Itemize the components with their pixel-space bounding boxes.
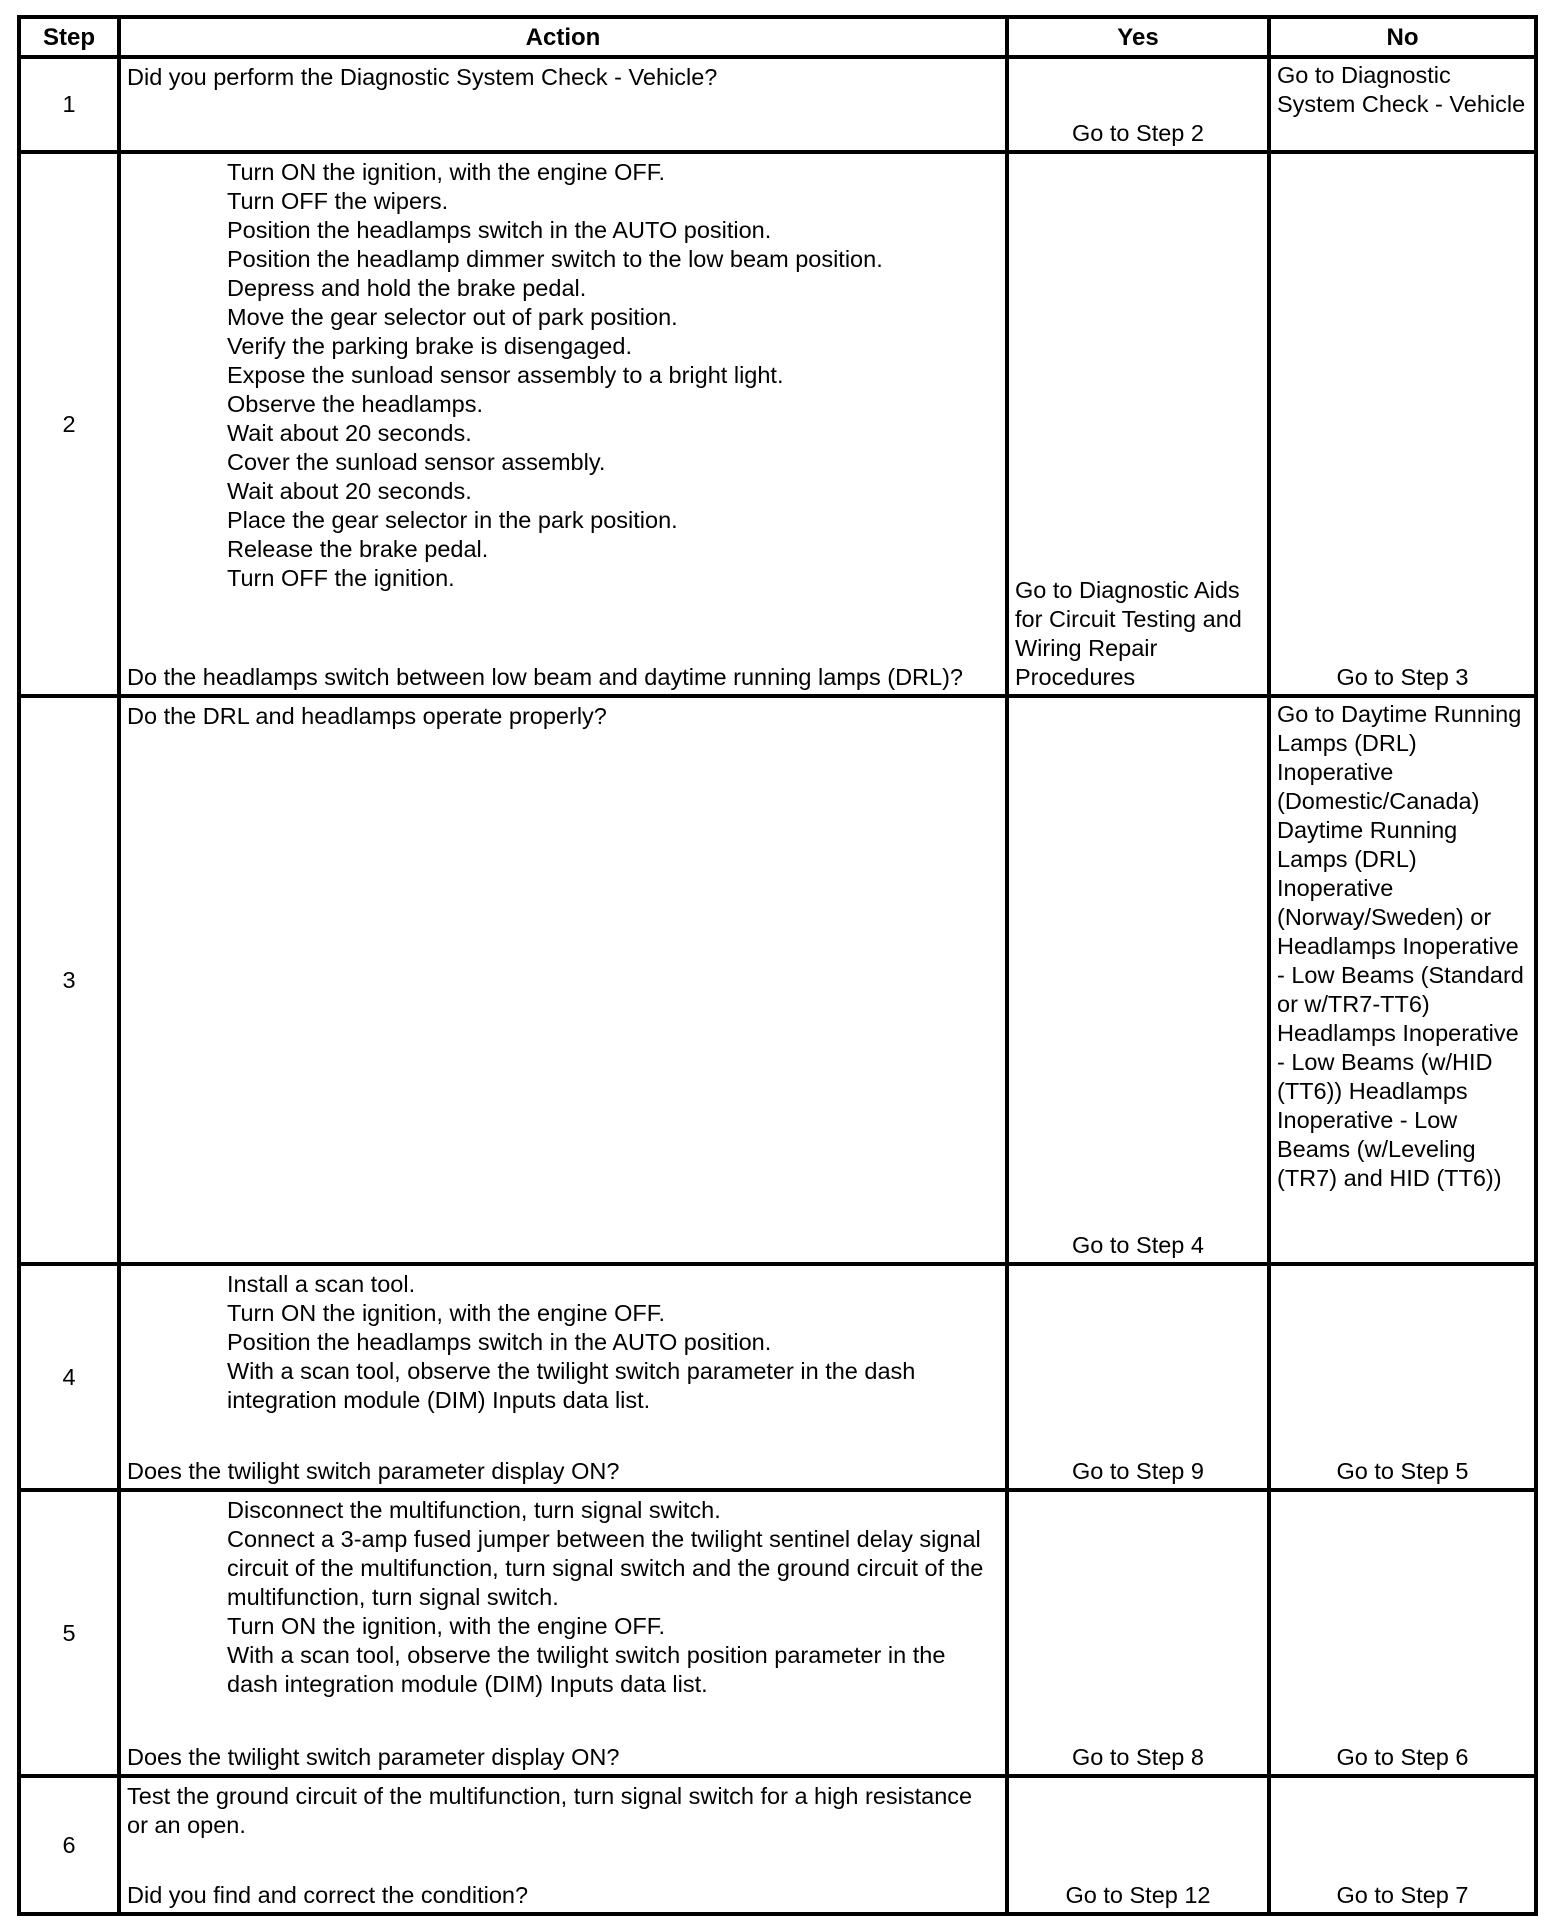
- no-text: Go to Diagnostic System Check - Vehicle: [1277, 62, 1526, 117]
- header-row: [19, 17, 1536, 57]
- yes-cell: [1007, 152, 1269, 696]
- table-row: [19, 57, 1536, 152]
- action-cell: [119, 1264, 1007, 1490]
- header-action: Action: [119, 17, 1007, 57]
- procedure-item: With a scan tool, observe the twilight switch parameter in the dash integration module (DIM) Inputs data list.: [227, 1358, 916, 1413]
- action-text: Did you perform the Diagnostic System Check - Vehicle?: [127, 64, 718, 90]
- no-text: Go to Step 6: [1336, 1744, 1469, 1770]
- diagnostic-table: [17, 15, 1538, 1916]
- no-cell: [1269, 57, 1536, 152]
- procedure-item: With a scan tool, observe the twilight switch position parameter in the dash integration module (DIM) Inputs data list.: [227, 1642, 946, 1697]
- header-step: Step: [19, 17, 119, 57]
- action-text: Test the ground circuit of the multifunction, turn signal switch for a high resistance or an open.: [127, 1783, 973, 1838]
- no-text: Go to Step 3: [1336, 664, 1469, 690]
- no-cell: [1269, 1490, 1536, 1776]
- step-number: 6: [19, 1776, 119, 1914]
- header-yes: Yes: [1007, 17, 1269, 57]
- yes-text: Go to Step 8: [1072, 1744, 1204, 1770]
- table-row: [19, 1490, 1536, 1776]
- step-number: 5: [19, 1490, 119, 1776]
- procedure-item: Disconnect the multifunction, turn signal switch.: [227, 1497, 721, 1523]
- action-text: Do the DRL and headlamps operate properly?: [127, 703, 607, 729]
- no-cell: [1269, 152, 1536, 696]
- procedure-item: Move the gear selector out of park position.: [227, 304, 678, 330]
- procedure-item: Observe the headlamps.: [227, 391, 484, 417]
- question-text: Does the twilight switch parameter display ON?: [127, 1744, 620, 1770]
- no-text: Go to Step 7: [1336, 1882, 1469, 1908]
- procedure-item: Turn OFF the ignition.: [227, 565, 455, 591]
- yes-text: Go to Step 9: [1072, 1458, 1204, 1484]
- procedure-item: Place the gear selector in the park position.: [227, 507, 678, 533]
- procedure-list: [127, 1496, 999, 1699]
- action-cell: [119, 152, 1007, 696]
- procedure-item: Turn ON the ignition, with the engine OFF.: [227, 1613, 666, 1639]
- question-text: Did you find and correct the condition?: [127, 1882, 529, 1908]
- yes-text: Go to Step 2: [1072, 120, 1204, 146]
- yes-text: Go to Step 4: [1072, 1232, 1204, 1258]
- procedure-item: Release the brake pedal.: [227, 536, 489, 562]
- procedure-item: Expose the sunload sensor assembly to a bright light.: [227, 362, 784, 388]
- procedure-item: Verify the parking brake is disengaged.: [227, 333, 632, 359]
- procedure-item: Wait about 20 seconds.: [227, 478, 472, 504]
- action-cell: [119, 1776, 1007, 1914]
- no-cell: [1269, 696, 1536, 1264]
- yes-text: Go to Step 12: [1065, 1882, 1211, 1908]
- step-number: 3: [19, 696, 119, 1264]
- question-text: Does the twilight switch parameter display ON?: [127, 1458, 620, 1484]
- procedure-list: [127, 1270, 999, 1415]
- table-row: [19, 696, 1536, 1264]
- no-cell: [1269, 1264, 1536, 1490]
- step-number: 1: [19, 57, 119, 152]
- table-row: [19, 1776, 1536, 1914]
- procedure-item: Position the headlamp dimmer switch to the low beam position.: [227, 246, 883, 272]
- procedure-item: Wait about 20 seconds.: [227, 420, 472, 446]
- table-row: [19, 1264, 1536, 1490]
- procedure-item: Position the headlamps switch in the AUTO position.: [227, 217, 772, 243]
- no-text: Go to Daytime Running Lamps (DRL) Inoperative (Domestic/Canada) Daytime Running Lamps (DRL) Inoperative (Norway/Sweden) or Headlamps Inoperative - Low Beams (Standard or w/TR7-TT6) Headlamps Inoperative - Low Beams (w/HID (TT6)) Headlamps Inoperative - Low Beams (w/Leveling (TR7) and HID (TT6)): [1277, 701, 1524, 1191]
- yes-text: Go to Diagnostic Aids for Circuit Testing and Wiring Repair Procedures: [1015, 577, 1242, 690]
- question-text: Do the headlamps switch between low beam and daytime running lamps (DRL)?: [127, 664, 963, 690]
- procedure-item: Position the headlamps switch in the AUTO position.: [227, 1329, 772, 1355]
- yes-cell: [1007, 1490, 1269, 1776]
- procedure-item: Connect a 3-amp fused jumper between the twilight sentinel delay signal circuit of the multifunction, turn signal switch and the ground circuit of the multifunction, turn signal switch.: [227, 1526, 984, 1610]
- step-number: 4: [19, 1264, 119, 1490]
- procedure-item: Turn OFF the wipers.: [227, 188, 449, 214]
- action-cell: [119, 1490, 1007, 1776]
- diagnostic-table-container: [17, 15, 1534, 1916]
- yes-cell: [1007, 1264, 1269, 1490]
- procedure-item: Turn ON the ignition, with the engine OFF.: [227, 159, 666, 185]
- yes-cell: [1007, 57, 1269, 152]
- procedure-item: Install a scan tool.: [227, 1271, 416, 1297]
- yes-cell: [1007, 1776, 1269, 1914]
- header-no: No: [1269, 17, 1536, 57]
- procedure-item: Depress and hold the brake pedal.: [227, 275, 587, 301]
- procedure-item: Turn ON the ignition, with the engine OFF.: [227, 1300, 666, 1326]
- table-row: [19, 152, 1536, 696]
- yes-cell: [1007, 696, 1269, 1264]
- step-number: 2: [19, 152, 119, 696]
- action-cell: [119, 57, 1007, 152]
- procedure-list: [127, 158, 999, 593]
- action-cell: [119, 696, 1007, 1264]
- procedure-item: Cover the sunload sensor assembly.: [227, 449, 606, 475]
- no-cell: [1269, 1776, 1536, 1914]
- no-text: Go to Step 5: [1336, 1458, 1469, 1484]
